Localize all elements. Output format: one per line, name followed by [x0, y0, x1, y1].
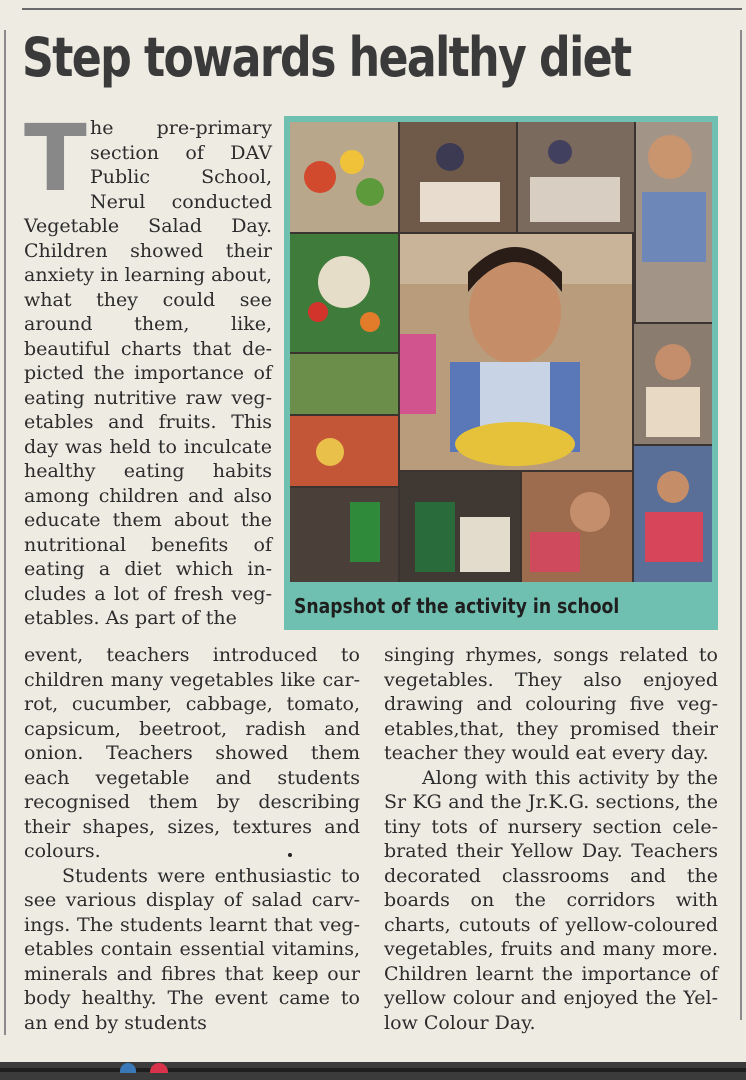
- bottom-left-column: [24, 643, 360, 1035]
- photo-panel: [284, 116, 718, 630]
- bottom-print-band: [0, 1062, 746, 1080]
- paragraph-yellow-day: Along with this activity by the Sr KG and the Jr.K.G. sections, the tiny tots of nursery section celebrated their Yellow Day. Teachers decorated classrooms and the boards on the corridors with charts, cutouts of yellow-coloured vegetables, fruits and many more. Children learnt the importance of yellow colour and enjoyed the Yellow Colour Day.: [384, 766, 718, 1034]
- top-rule: [22, 8, 742, 10]
- paragraph-vegetables-intro: event, teachers introduced to children many vegetables like carrot, cucumber, cabbage, tomato, capsicum, beetroot, radish and onion. Teachers showed them each vegetable and students recognised them by describing their shapes, sizes, textures and colours.: [24, 644, 360, 862]
- blue-mark: [120, 1063, 136, 1073]
- photo-collage-image: [290, 122, 712, 582]
- bottom-bar: [0, 1068, 746, 1072]
- right-rule: [740, 30, 742, 1020]
- intro-paragraph: he pre-primary section of DAV Public School, Nerul conducted Vegetable Salad Day. Children showed their anxiety in learning about, what they could see around them, like, beautiful charts that depicted the importance of eating nutritive raw vegetables and fruits. This day was held to inculcate healthy eating habits among children and also educate them about the nutritional benefits of eating a diet which includes a lot of fresh vegetables. As part of the: [24, 117, 272, 629]
- activity-photo-collage: [290, 122, 712, 582]
- left-rule: [4, 30, 6, 1035]
- bottom-right-column: [384, 643, 718, 1035]
- print-speck: [288, 853, 292, 857]
- intro-column: [24, 105, 272, 631]
- article-headline: Step towards healthy diet: [22, 26, 631, 89]
- red-mark: [150, 1063, 168, 1073]
- drop-cap: T: [24, 105, 87, 212]
- photo-caption: Snapshot of the activity in school: [294, 594, 620, 618]
- paragraph-rhymes: singing rhymes, songs related to vegetables. They also enjoyed drawing and colouring five vegetables,that, they promised their teacher they would eat every day.: [384, 644, 718, 764]
- paragraph-salad-carvings: Students were enthusiastic to see various display of salad carvings. The students learnt that vegetables contain essential vitamins, minerals and fibres that keep our body healthy. The event came to an end by students: [24, 864, 360, 1034]
